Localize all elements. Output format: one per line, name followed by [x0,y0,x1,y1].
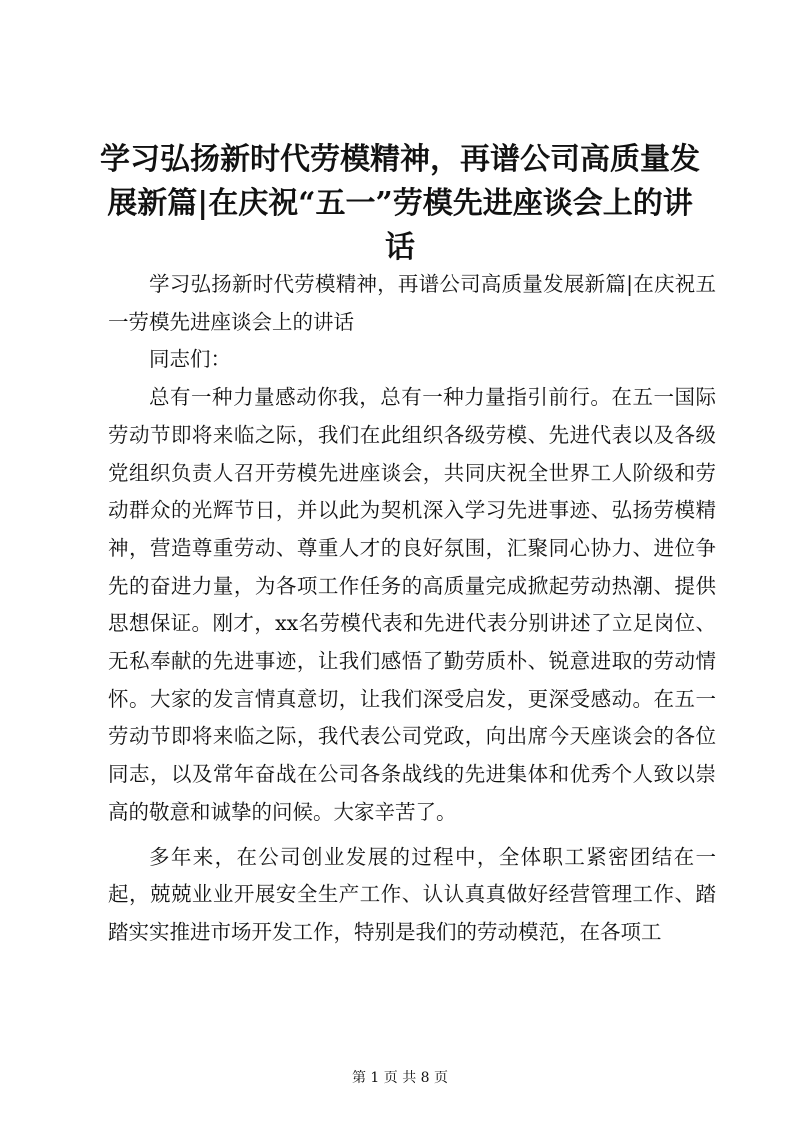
document-body [108,266,716,952]
document-title: 学习弘扬新时代劳模精神，再谱公司高质量发展新篇|在庆祝“五一”劳模先进座谈会上的讲话 [100,142,700,265]
page-number-footer: 第 1 页 共 8 页 [351,1070,449,1086]
paragraph-subtitle: 学习弘扬新时代劳模精神，再谱公司高质量发展新篇|在庆祝五一劳模先进座谈会上的讲话 [108,272,716,334]
paragraph-body-2: 多年来，在公司创业发展的过程中，全体职工紧密团结在一起，兢兢业业开展安全生产工作、认认真真做好经营管理工作、踏踏实实推进市场开发工作，特别是我们的劳动模范，在各项工 [108,844,716,944]
paragraph-body-1: 总有一种力量感动你我，总有一种力量指引前行。在五一国际劳动节即将来临之际，我们在此组织各级劳模、先进代表以及各级党组织负责人召开劳模先进座谈会，共同庆祝全世界工人阶级和劳动群众的光辉节日，并以此为契机深入学习先进事迹、弘扬劳模精神，营造尊重劳动、尊重人才的良好氛围，汇聚同心协力、进位争先的奋进力量，为各项工作任务的高质量完成掀起劳动热潮、提供思想保证。刚才，xx名劳模代表和先进代表分别讲述了立足岗位、无私奉献的先进事迹，让我们感悟了勤劳质朴、锐意进取的劳动情怀。大家的发言情真意切，让我们深受启发，更深受感动。在五一劳动节即将来临之际，我代表公司党政，向出席今天座谈会的各位同志，以及常年奋战在公司各条战线的先进集体和优秀个人致以崇高的敬意和诚挚的问候。大家辛苦了。 [108,385,716,824]
paragraph-salutation: 同志们： [149,347,231,372]
